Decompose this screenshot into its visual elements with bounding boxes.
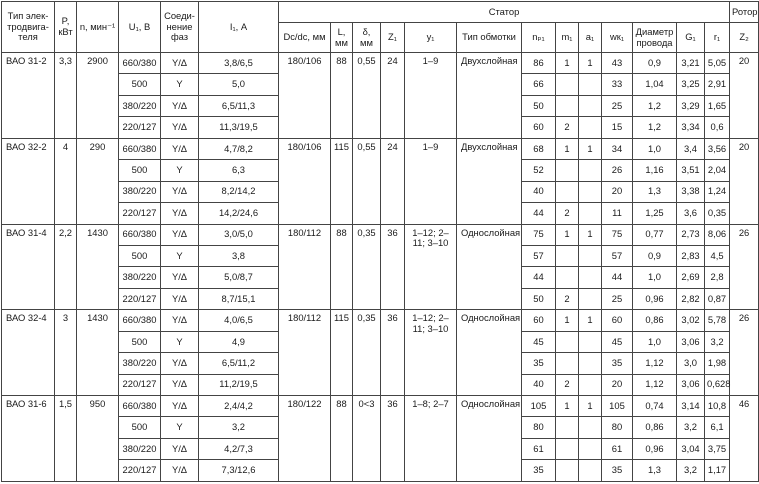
current-cell: 7,3/12,6 [199, 460, 279, 482]
voltage-cell: 660/380 [119, 396, 161, 417]
m1-cell: 1 [556, 310, 579, 331]
wk1-cell: 35 [602, 353, 633, 374]
length-cell: 88 [331, 224, 353, 310]
m1-cell [556, 267, 579, 288]
connection-cell: Y [161, 331, 199, 352]
g1-cell: 3,2 [677, 460, 705, 482]
m1-cell [556, 331, 579, 352]
header-rotor: Ротор [730, 2, 759, 23]
table-row [2, 396, 759, 417]
voltage-cell: 380/220 [119, 438, 161, 459]
voltage-cell: 660/380 [119, 310, 161, 331]
current-cell: 14,2/24,6 [199, 203, 279, 224]
motor-spec-table [1, 1, 759, 482]
header-y1: y₁ [405, 23, 457, 53]
current-cell: 11,2/19,5 [199, 374, 279, 395]
a1-cell [579, 160, 602, 181]
a1-cell: 1 [579, 138, 602, 159]
length-cell: 115 [331, 310, 353, 396]
a1-cell [579, 203, 602, 224]
motor-type-cell: ВАО 31-4 [2, 224, 55, 310]
wire-diameter-cell: 1,3 [633, 181, 677, 202]
np1-cell: 50 [522, 95, 556, 116]
a1-cell [579, 353, 602, 374]
m1-cell: 2 [556, 288, 579, 309]
a1-cell [579, 95, 602, 116]
m1-cell: 1 [556, 53, 579, 74]
connection-cell: Y [161, 245, 199, 266]
g1-cell: 2,83 [677, 245, 705, 266]
a1-cell [579, 117, 602, 138]
np1-cell: 35 [522, 353, 556, 374]
g1-cell: 3,04 [677, 438, 705, 459]
connection-cell: Y/Δ [161, 53, 199, 74]
connection-cell: Y/Δ [161, 288, 199, 309]
motor-type-cell: ВАО 31-2 [2, 53, 55, 139]
connection-cell: Y/Δ [161, 438, 199, 459]
wire-diameter-cell: 1,04 [633, 74, 677, 95]
m1-cell [556, 74, 579, 95]
np1-cell: 35 [522, 460, 556, 482]
current-cell: 4,7/8,2 [199, 138, 279, 159]
g1-cell: 3,14 [677, 396, 705, 417]
dims-cell: 180/112 [279, 310, 331, 396]
wk1-cell: 26 [602, 160, 633, 181]
header-a1: a₁ [579, 23, 602, 53]
a1-cell [579, 267, 602, 288]
voltage-cell: 220/127 [119, 374, 161, 395]
table-row [2, 138, 759, 159]
m1-cell [556, 160, 579, 181]
connection-cell: Y/Δ [161, 267, 199, 288]
y1-cell: 1–8; 2–7 [405, 396, 457, 482]
m1-cell: 2 [556, 203, 579, 224]
g1-cell: 3,02 [677, 310, 705, 331]
wk1-cell: 11 [602, 203, 633, 224]
r1-cell: 0,87 [705, 288, 730, 309]
m1-cell [556, 417, 579, 438]
r1-cell: 3,56 [705, 138, 730, 159]
m1-cell: 1 [556, 138, 579, 159]
wire-diameter-cell: 0,86 [633, 310, 677, 331]
g1-cell: 3,06 [677, 331, 705, 352]
voltage-cell: 380/220 [119, 267, 161, 288]
connection-cell: Y/Δ [161, 374, 199, 395]
m1-cell: 2 [556, 374, 579, 395]
winding-type-cell: Однослойная [457, 224, 522, 310]
current-cell: 4,0/6,5 [199, 310, 279, 331]
wk1-cell: 25 [602, 288, 633, 309]
g1-cell: 3,25 [677, 74, 705, 95]
np1-cell: 45 [522, 331, 556, 352]
header-wire-diameter: Диаметр провода [633, 23, 677, 53]
wire-diameter-cell: 0,9 [633, 245, 677, 266]
r1-cell: 2,8 [705, 267, 730, 288]
voltage-cell: 220/127 [119, 203, 161, 224]
voltage-cell: 220/127 [119, 460, 161, 482]
power-cell: 2,2 [55, 224, 77, 310]
z2-cell: 26 [730, 310, 759, 396]
connection-cell: Y/Δ [161, 117, 199, 138]
winding-type-cell: Однослойная [457, 310, 522, 396]
a1-cell [579, 245, 602, 266]
header-wk1: wк₁ [602, 23, 633, 53]
header-winding-type: Тип обмотки [457, 23, 522, 53]
wire-diameter-cell: 0,77 [633, 224, 677, 245]
current-cell: 5,0/8,7 [199, 267, 279, 288]
r1-cell: 1,24 [705, 181, 730, 202]
a1-cell [579, 374, 602, 395]
wk1-cell: 61 [602, 438, 633, 459]
r1-cell: 6,1 [705, 417, 730, 438]
np1-cell: 75 [522, 224, 556, 245]
current-cell: 8,7/15,1 [199, 288, 279, 309]
connection-cell: Y [161, 160, 199, 181]
winding-type-cell: Двухслойная [457, 138, 522, 224]
g1-cell: 2,69 [677, 267, 705, 288]
g1-cell: 3,0 [677, 353, 705, 374]
g1-cell: 2,82 [677, 288, 705, 309]
np1-cell: 52 [522, 160, 556, 181]
g1-cell: 3,6 [677, 203, 705, 224]
header-m1: m₁ [556, 23, 579, 53]
wk1-cell: 75 [602, 224, 633, 245]
m1-cell: 1 [556, 224, 579, 245]
connection-cell: Y/Δ [161, 310, 199, 331]
y1-cell: 1–9 [405, 53, 457, 139]
motor-type-cell: ВАО 31-6 [2, 396, 55, 482]
a1-cell: 1 [579, 396, 602, 417]
r1-cell: 0,6 [705, 117, 730, 138]
np1-cell: 61 [522, 438, 556, 459]
speed-cell: 290 [77, 138, 119, 224]
g1-cell: 3,21 [677, 53, 705, 74]
r1-cell: 3,2 [705, 331, 730, 352]
voltage-cell: 660/380 [119, 53, 161, 74]
wire-diameter-cell: 1,3 [633, 460, 677, 482]
wire-diameter-cell: 1,0 [633, 138, 677, 159]
np1-cell: 60 [522, 310, 556, 331]
current-cell: 4,9 [199, 331, 279, 352]
r1-cell: 5,78 [705, 310, 730, 331]
a1-cell [579, 181, 602, 202]
connection-cell: Y [161, 417, 199, 438]
table-row [2, 53, 759, 74]
wk1-cell: 44 [602, 267, 633, 288]
wk1-cell: 57 [602, 245, 633, 266]
a1-cell [579, 288, 602, 309]
y1-cell: 1–12; 2–11; 3–10 [405, 310, 457, 396]
winding-type-cell: Однослойная [457, 396, 522, 482]
speed-cell: 1430 [77, 224, 119, 310]
wk1-cell: 15 [602, 117, 633, 138]
m1-cell [556, 460, 579, 482]
np1-cell: 86 [522, 53, 556, 74]
np1-cell: 57 [522, 245, 556, 266]
wire-diameter-cell: 0,96 [633, 288, 677, 309]
power-cell: 1,5 [55, 396, 77, 482]
header-speed: n, мин⁻¹ [77, 2, 119, 53]
speed-cell: 950 [77, 396, 119, 482]
connection-cell: Y/Δ [161, 181, 199, 202]
current-cell: 11,3/19,5 [199, 117, 279, 138]
g1-cell: 3,51 [677, 160, 705, 181]
np1-cell: 60 [522, 117, 556, 138]
a1-cell [579, 74, 602, 95]
voltage-cell: 660/380 [119, 224, 161, 245]
connection-cell: Y/Δ [161, 224, 199, 245]
wk1-cell: 25 [602, 95, 633, 116]
dims-cell: 180/112 [279, 224, 331, 310]
wk1-cell: 45 [602, 331, 633, 352]
z2-cell: 20 [730, 138, 759, 224]
length-cell: 115 [331, 138, 353, 224]
g1-cell: 3,38 [677, 181, 705, 202]
r1-cell: 0,628 [705, 374, 730, 395]
speed-cell: 1430 [77, 310, 119, 396]
np1-cell: 44 [522, 267, 556, 288]
r1-cell: 3,75 [705, 438, 730, 459]
power-cell: 4 [55, 138, 77, 224]
current-cell: 3,8 [199, 245, 279, 266]
dims-cell: 180/106 [279, 138, 331, 224]
wire-diameter-cell: 0,96 [633, 438, 677, 459]
wire-diameter-cell: 1,2 [633, 117, 677, 138]
m1-cell: 1 [556, 396, 579, 417]
g1-cell: 3,34 [677, 117, 705, 138]
g1-cell: 3,29 [677, 95, 705, 116]
connection-cell: Y/Δ [161, 396, 199, 417]
current-cell: 2,4/4,2 [199, 396, 279, 417]
wire-diameter-cell: 0,9 [633, 53, 677, 74]
connection-cell: Y/Δ [161, 95, 199, 116]
wk1-cell: 34 [602, 138, 633, 159]
r1-cell: 1,65 [705, 95, 730, 116]
header-r1: r₁ [705, 23, 730, 53]
gap-cell: 0<3 [353, 396, 381, 482]
a1-cell: 1 [579, 53, 602, 74]
wire-diameter-cell: 1,12 [633, 374, 677, 395]
dims-cell: 180/106 [279, 53, 331, 139]
length-cell: 88 [331, 53, 353, 139]
connection-cell: Y/Δ [161, 138, 199, 159]
speed-cell: 2900 [77, 53, 119, 139]
r1-cell: 4,5 [705, 245, 730, 266]
table-row [2, 224, 759, 245]
current-cell: 5,0 [199, 74, 279, 95]
np1-cell: 40 [522, 374, 556, 395]
header-z1: Z₁ [381, 23, 405, 53]
wire-diameter-cell: 1,25 [633, 203, 677, 224]
np1-cell: 66 [522, 74, 556, 95]
np1-cell: 105 [522, 396, 556, 417]
voltage-cell: 500 [119, 331, 161, 352]
current-cell: 3,2 [199, 417, 279, 438]
connection-cell: Y/Δ [161, 460, 199, 482]
a1-cell [579, 438, 602, 459]
voltage-cell: 500 [119, 245, 161, 266]
length-cell: 88 [331, 396, 353, 482]
z1-cell: 24 [381, 138, 405, 224]
motor-type-cell: ВАО 32-2 [2, 138, 55, 224]
current-cell: 3,0/5,0 [199, 224, 279, 245]
r1-cell: 1,98 [705, 353, 730, 374]
header-gap: δ, мм [353, 23, 381, 53]
header-connection: Соеди-нение фаз [161, 2, 199, 53]
wire-diameter-cell: 1,12 [633, 353, 677, 374]
wk1-cell: 35 [602, 460, 633, 482]
m1-cell [556, 95, 579, 116]
g1-cell: 3,4 [677, 138, 705, 159]
np1-cell: 80 [522, 417, 556, 438]
power-cell: 3,3 [55, 53, 77, 139]
g1-cell: 3,06 [677, 374, 705, 395]
a1-cell [579, 460, 602, 482]
r1-cell: 2,04 [705, 160, 730, 181]
z1-cell: 36 [381, 310, 405, 396]
r1-cell: 2,91 [705, 74, 730, 95]
m1-cell [556, 245, 579, 266]
header-np1: nₚ₁ [522, 23, 556, 53]
wk1-cell: 105 [602, 396, 633, 417]
header-stator: Статор [279, 2, 730, 23]
header-length: L, мм [331, 23, 353, 53]
current-cell: 3,8/6,5 [199, 53, 279, 74]
gap-cell: 0,55 [353, 138, 381, 224]
np1-cell: 68 [522, 138, 556, 159]
wire-diameter-cell: 1,0 [633, 331, 677, 352]
g1-cell: 2,73 [677, 224, 705, 245]
header-row-top [2, 2, 759, 23]
r1-cell: 0,35 [705, 203, 730, 224]
header-voltage: U₁, В [119, 2, 161, 53]
r1-cell: 1,17 [705, 460, 730, 482]
connection-cell: Y [161, 74, 199, 95]
wire-diameter-cell: 1,2 [633, 95, 677, 116]
voltage-cell: 380/220 [119, 181, 161, 202]
z2-cell: 46 [730, 396, 759, 482]
table-body [2, 53, 759, 482]
np1-cell: 44 [522, 203, 556, 224]
wk1-cell: 43 [602, 53, 633, 74]
a1-cell [579, 331, 602, 352]
gap-cell: 0,35 [353, 310, 381, 396]
r1-cell: 10,8 [705, 396, 730, 417]
wk1-cell: 80 [602, 417, 633, 438]
header-motor-type: Тип элек-тродвига-теля [2, 2, 55, 53]
wire-diameter-cell: 1,16 [633, 160, 677, 181]
wire-diameter-cell: 1,0 [633, 267, 677, 288]
current-cell: 4,2/7,3 [199, 438, 279, 459]
header-z2: Z₂ [730, 23, 759, 53]
wk1-cell: 20 [602, 374, 633, 395]
voltage-cell: 220/127 [119, 117, 161, 138]
connection-cell: Y/Δ [161, 203, 199, 224]
dims-cell: 180/122 [279, 396, 331, 482]
z1-cell: 36 [381, 224, 405, 310]
np1-cell: 50 [522, 288, 556, 309]
winding-type-cell: Двухслойная [457, 53, 522, 139]
current-cell: 8,2/14,2 [199, 181, 279, 202]
header-dims: Dc/dc, мм [279, 23, 331, 53]
power-cell: 3 [55, 310, 77, 396]
wk1-cell: 20 [602, 181, 633, 202]
current-cell: 6,3 [199, 160, 279, 181]
connection-cell: Y/Δ [161, 353, 199, 374]
voltage-cell: 660/380 [119, 138, 161, 159]
g1-cell: 3,2 [677, 417, 705, 438]
wire-diameter-cell: 0,74 [633, 396, 677, 417]
wk1-cell: 33 [602, 74, 633, 95]
gap-cell: 0,35 [353, 224, 381, 310]
m1-cell [556, 353, 579, 374]
current-cell: 6,5/11,3 [199, 95, 279, 116]
header-current: I₁, А [199, 2, 279, 53]
wk1-cell: 60 [602, 310, 633, 331]
voltage-cell: 380/220 [119, 95, 161, 116]
current-cell: 6,5/11,2 [199, 353, 279, 374]
a1-cell [579, 417, 602, 438]
a1-cell: 1 [579, 310, 602, 331]
wire-diameter-cell: 0,86 [633, 417, 677, 438]
motor-type-cell: ВАО 32-4 [2, 310, 55, 396]
y1-cell: 1–9 [405, 138, 457, 224]
gap-cell: 0,55 [353, 53, 381, 139]
z2-cell: 26 [730, 224, 759, 310]
m1-cell [556, 438, 579, 459]
header-g1: G₁ [677, 23, 705, 53]
z1-cell: 36 [381, 396, 405, 482]
table-row [2, 310, 759, 331]
voltage-cell: 380/220 [119, 353, 161, 374]
m1-cell: 2 [556, 117, 579, 138]
np1-cell: 40 [522, 181, 556, 202]
z2-cell: 20 [730, 53, 759, 139]
voltage-cell: 500 [119, 417, 161, 438]
voltage-cell: 500 [119, 160, 161, 181]
m1-cell [556, 181, 579, 202]
y1-cell: 1–12; 2–11; 3–10 [405, 224, 457, 310]
z1-cell: 24 [381, 53, 405, 139]
voltage-cell: 500 [119, 74, 161, 95]
r1-cell: 8,06 [705, 224, 730, 245]
r1-cell: 5,05 [705, 53, 730, 74]
a1-cell: 1 [579, 224, 602, 245]
header-power: P, кВт [55, 2, 77, 53]
voltage-cell: 220/127 [119, 288, 161, 309]
